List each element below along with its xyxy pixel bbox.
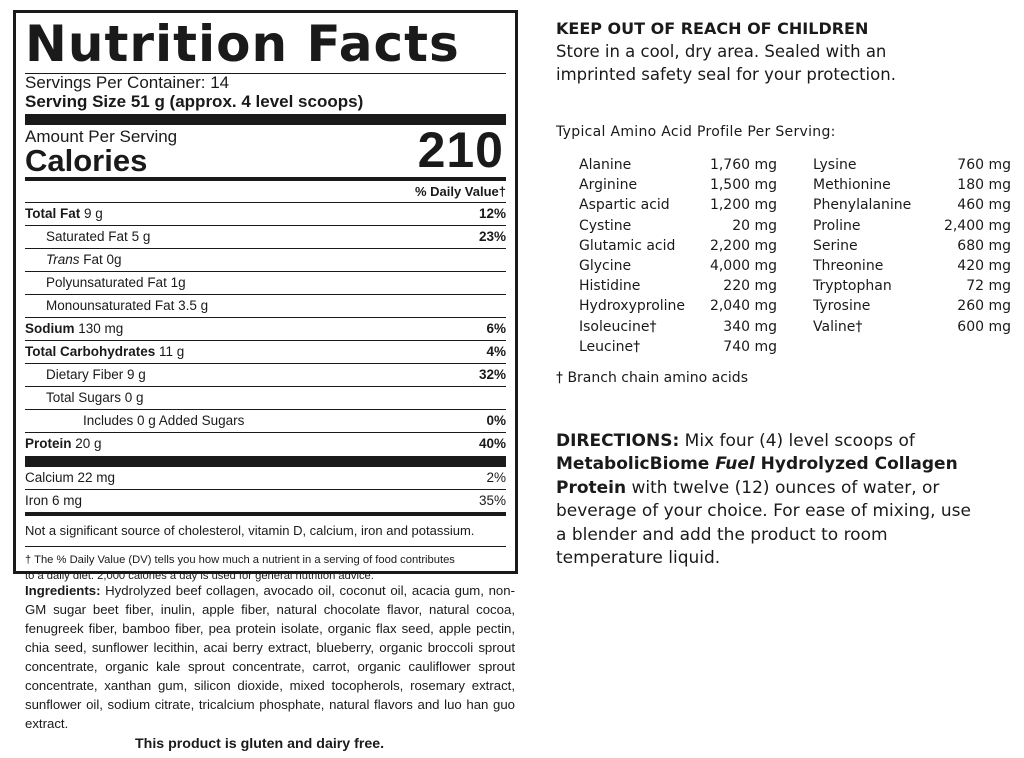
nutrient-row: Total Sugars 0 g (25, 386, 506, 409)
servings-per-container: Servings Per Container: 14 (25, 73, 230, 92)
amino-row: Proline 2,400 mg (813, 217, 1011, 234)
nutrient-row: Polyunsaturated Fat 1g (25, 271, 506, 294)
amino-row: Phenylalanine 460 mg (813, 197, 1011, 214)
nutrition-facts-panel (13, 10, 518, 582)
amino-heading: Typical Amino Acid Profile Per Serving: (556, 124, 836, 140)
amino-row: Tyrosine 260 mg (813, 298, 1011, 315)
amount-per-serving: Amount Per Serving (25, 127, 178, 146)
not-significant-note: Not a significant source of cholesterol, vitamin D, calcium, iron and potassium. (25, 523, 475, 538)
amino-row: Tryptophan 72 mg (813, 278, 1011, 295)
amino-row: Serine 680 mg (813, 237, 1011, 254)
nutrient-row: Trans Fat 0g (25, 248, 506, 271)
amino-row: Threonine 420 mg (813, 258, 1011, 275)
amino-column-2 (813, 155, 1011, 337)
amino-column-1 (579, 155, 777, 357)
directions-block: DIRECTIONS: Mix four (4) level scoops of MetabolicBiome Fuel Hydrolyzed Collagen Protein with twelve (12) ounces of water, or beverage of your choice. For ease of mixing, use a blender and add the product to room temperature liquid. (556, 431, 971, 569)
branch-chain-note: † Branch chain amino acids (556, 370, 748, 386)
nutrient-row: Total Fat 9 g 12% (25, 202, 506, 225)
amino-row: Lysine 760 mg (813, 157, 1011, 173)
nutrient-row: Protein 20 g 40% (25, 432, 506, 455)
amino-row: Alanine 1,760 mg (579, 157, 777, 173)
storage-line-2: imprinted safety seal for your protection. (556, 65, 896, 84)
right-column (556, 18, 1016, 569)
nutrient-row: Dietary Fiber 9 g 32% (25, 363, 506, 386)
nutrient-row: Total Carbohydrates 11 g 4% (25, 340, 506, 363)
ingredients-block (25, 581, 515, 733)
serving-size: Serving Size 51 g (approx. 4 level scoops) (25, 92, 364, 111)
amino-row: Valine† 600 mg (813, 318, 1011, 335)
daily-value-footnote: † The % Daily Value (DV) tells you how much a nutrient in a serving of food contributes to a daily diet. 2,000 calories a day is used for general nutrition advice. (25, 554, 455, 582)
warning-heading: KEEP OUT OF REACH OF CHILDREN (556, 19, 869, 38)
calories-block (25, 122, 506, 178)
nutrient-row: Saturated Fat 5 g 23% (25, 225, 506, 248)
ingredients-label: Ingredients: (25, 583, 101, 598)
nutrient-row: Sodium 130 mg 6% (25, 317, 506, 340)
amino-row: Histidine 220 mg (579, 278, 777, 295)
mineral-row: Calcium 22 mg 2% (25, 470, 506, 485)
amino-row: Isoleucine† 340 mg (579, 318, 777, 335)
amino-row: Methionine 180 mg (813, 177, 1011, 194)
amino-row: Aspartic acid 1,200 mg (579, 197, 777, 214)
gluten-free-statement: This product is gluten and dairy free. (135, 736, 385, 752)
ingredients-text: Hydrolyzed beef collagen, avocado oil, coconut oil, acacia gum, non-GM sugar beet fiber, inulin, apple fiber, natural chocolate flavor, natural cocoa, fenugreek fiber, bamboo fiber, pea protein isolate, organic flax seed, apple pectin, chia seed, sunflower lecithin, acai berry extract, blueberry, organic broccoli sprout concentrate, organic kale sprout concentrate, carrot, organic cauliflower sprout concentrate, xanthan gum, silicon dioxide, mixed tocopherols, rosemary extract, sunflower oil, sodium citrate, tricalcium phosphate, natural flavors and luo han guo extract. (25, 583, 515, 731)
amino-row: Leucine† 740 mg (579, 338, 777, 355)
amino-row: Cystine 20 mg (579, 217, 777, 234)
nutrient-row: Includes 0 g Added Sugars 0% (25, 409, 506, 432)
daily-value-header: % Daily Value† (414, 184, 506, 199)
amino-row: Glycine 4,000 mg (579, 258, 777, 275)
nutrient-row: Monounsaturated Fat 3.5 g (25, 294, 506, 317)
amino-row: Arginine 1,500 mg (579, 177, 777, 194)
calories-label: Calories (25, 143, 148, 178)
nutrition-facts-title: Nutrition Facts (25, 15, 460, 73)
storage-line-1: Store in a cool, dry area. Sealed with an (556, 42, 887, 61)
amino-row: Glutamic acid 2,200 mg (579, 237, 777, 254)
mineral-row: Iron 6 mg 35% (25, 489, 506, 512)
amino-row: Hydroxyproline 2,040 mg (579, 298, 777, 315)
calories-value: 210 (417, 122, 504, 178)
directions-label: DIRECTIONS: (556, 431, 680, 451)
